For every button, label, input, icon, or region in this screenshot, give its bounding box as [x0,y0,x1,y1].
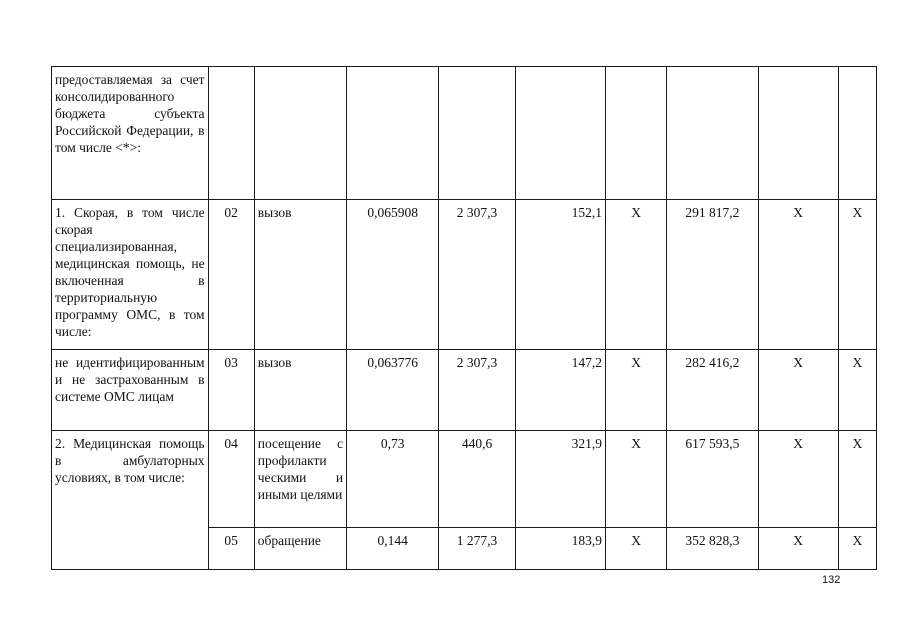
row-per-capita [515,67,605,200]
row-col6: X [605,431,666,528]
row-sum [667,67,758,200]
row-cost: 2 307,3 [439,200,515,350]
row-col8: X [758,528,838,570]
row-sum: 352 828,3 [667,528,758,570]
row-per-capita: 152,1 [515,200,605,350]
row-col6: X [605,528,666,570]
table-row [52,67,877,200]
row-per-capita: 321,9 [515,431,605,528]
row-sum: 282 416,2 [667,350,758,431]
row-code: 03 [208,350,254,431]
row-col6: X [605,200,666,350]
row-col9: X [838,350,876,431]
row-col6 [605,67,666,200]
row-sum: 617 593,5 [667,431,758,528]
row-unit: посещение с профилакти ческими и иными целями [254,431,346,528]
row-cost: 440,6 [439,431,515,528]
row-code: 05 [208,528,254,570]
row-col9: X [838,431,876,528]
row-name: 2. Медицинская помощь в амбулаторных условиях, в том числе: [52,431,209,570]
row-col9 [838,67,876,200]
row-unit: обращение [254,528,346,570]
row-col8: X [758,350,838,431]
budget-table [51,66,877,570]
row-volume: 0,144 [347,528,439,570]
row-unit [254,67,346,200]
row-per-capita: 147,2 [515,350,605,431]
row-unit: вызов [254,350,346,431]
row-col9: X [838,200,876,350]
row-name: предоставляемая за счет консолидированного бюджета субъекта Российской Федерации, в том числе <*>: [52,67,209,200]
table-row [52,431,877,528]
row-col8: X [758,431,838,528]
table-row [52,200,877,350]
row-col8 [758,67,838,200]
row-cost: 2 307,3 [439,350,515,431]
row-code: 02 [208,200,254,350]
table-row [52,350,877,431]
row-col9: X [838,528,876,570]
row-volume [347,67,439,200]
row-col8: X [758,200,838,350]
row-cost: 1 277,3 [439,528,515,570]
row-per-capita: 183,9 [515,528,605,570]
row-code: 04 [208,431,254,528]
row-cost [439,67,515,200]
page-number: 132 [822,574,841,586]
row-volume: 0,063776 [347,350,439,431]
row-name: 1. Скорая, в том числе скорая специализированная, медицинская помощь, не включенная в территориальную программу ОМС, в том числе: [52,200,209,350]
row-code [208,67,254,200]
row-sum: 291 817,2 [667,200,758,350]
row-unit: вызов [254,200,346,350]
row-volume: 0,065908 [347,200,439,350]
row-volume: 0,73 [347,431,439,528]
row-col6: X [605,350,666,431]
row-name: не идентифицированным и не застрахованным в системе ОМС лицам [52,350,209,431]
